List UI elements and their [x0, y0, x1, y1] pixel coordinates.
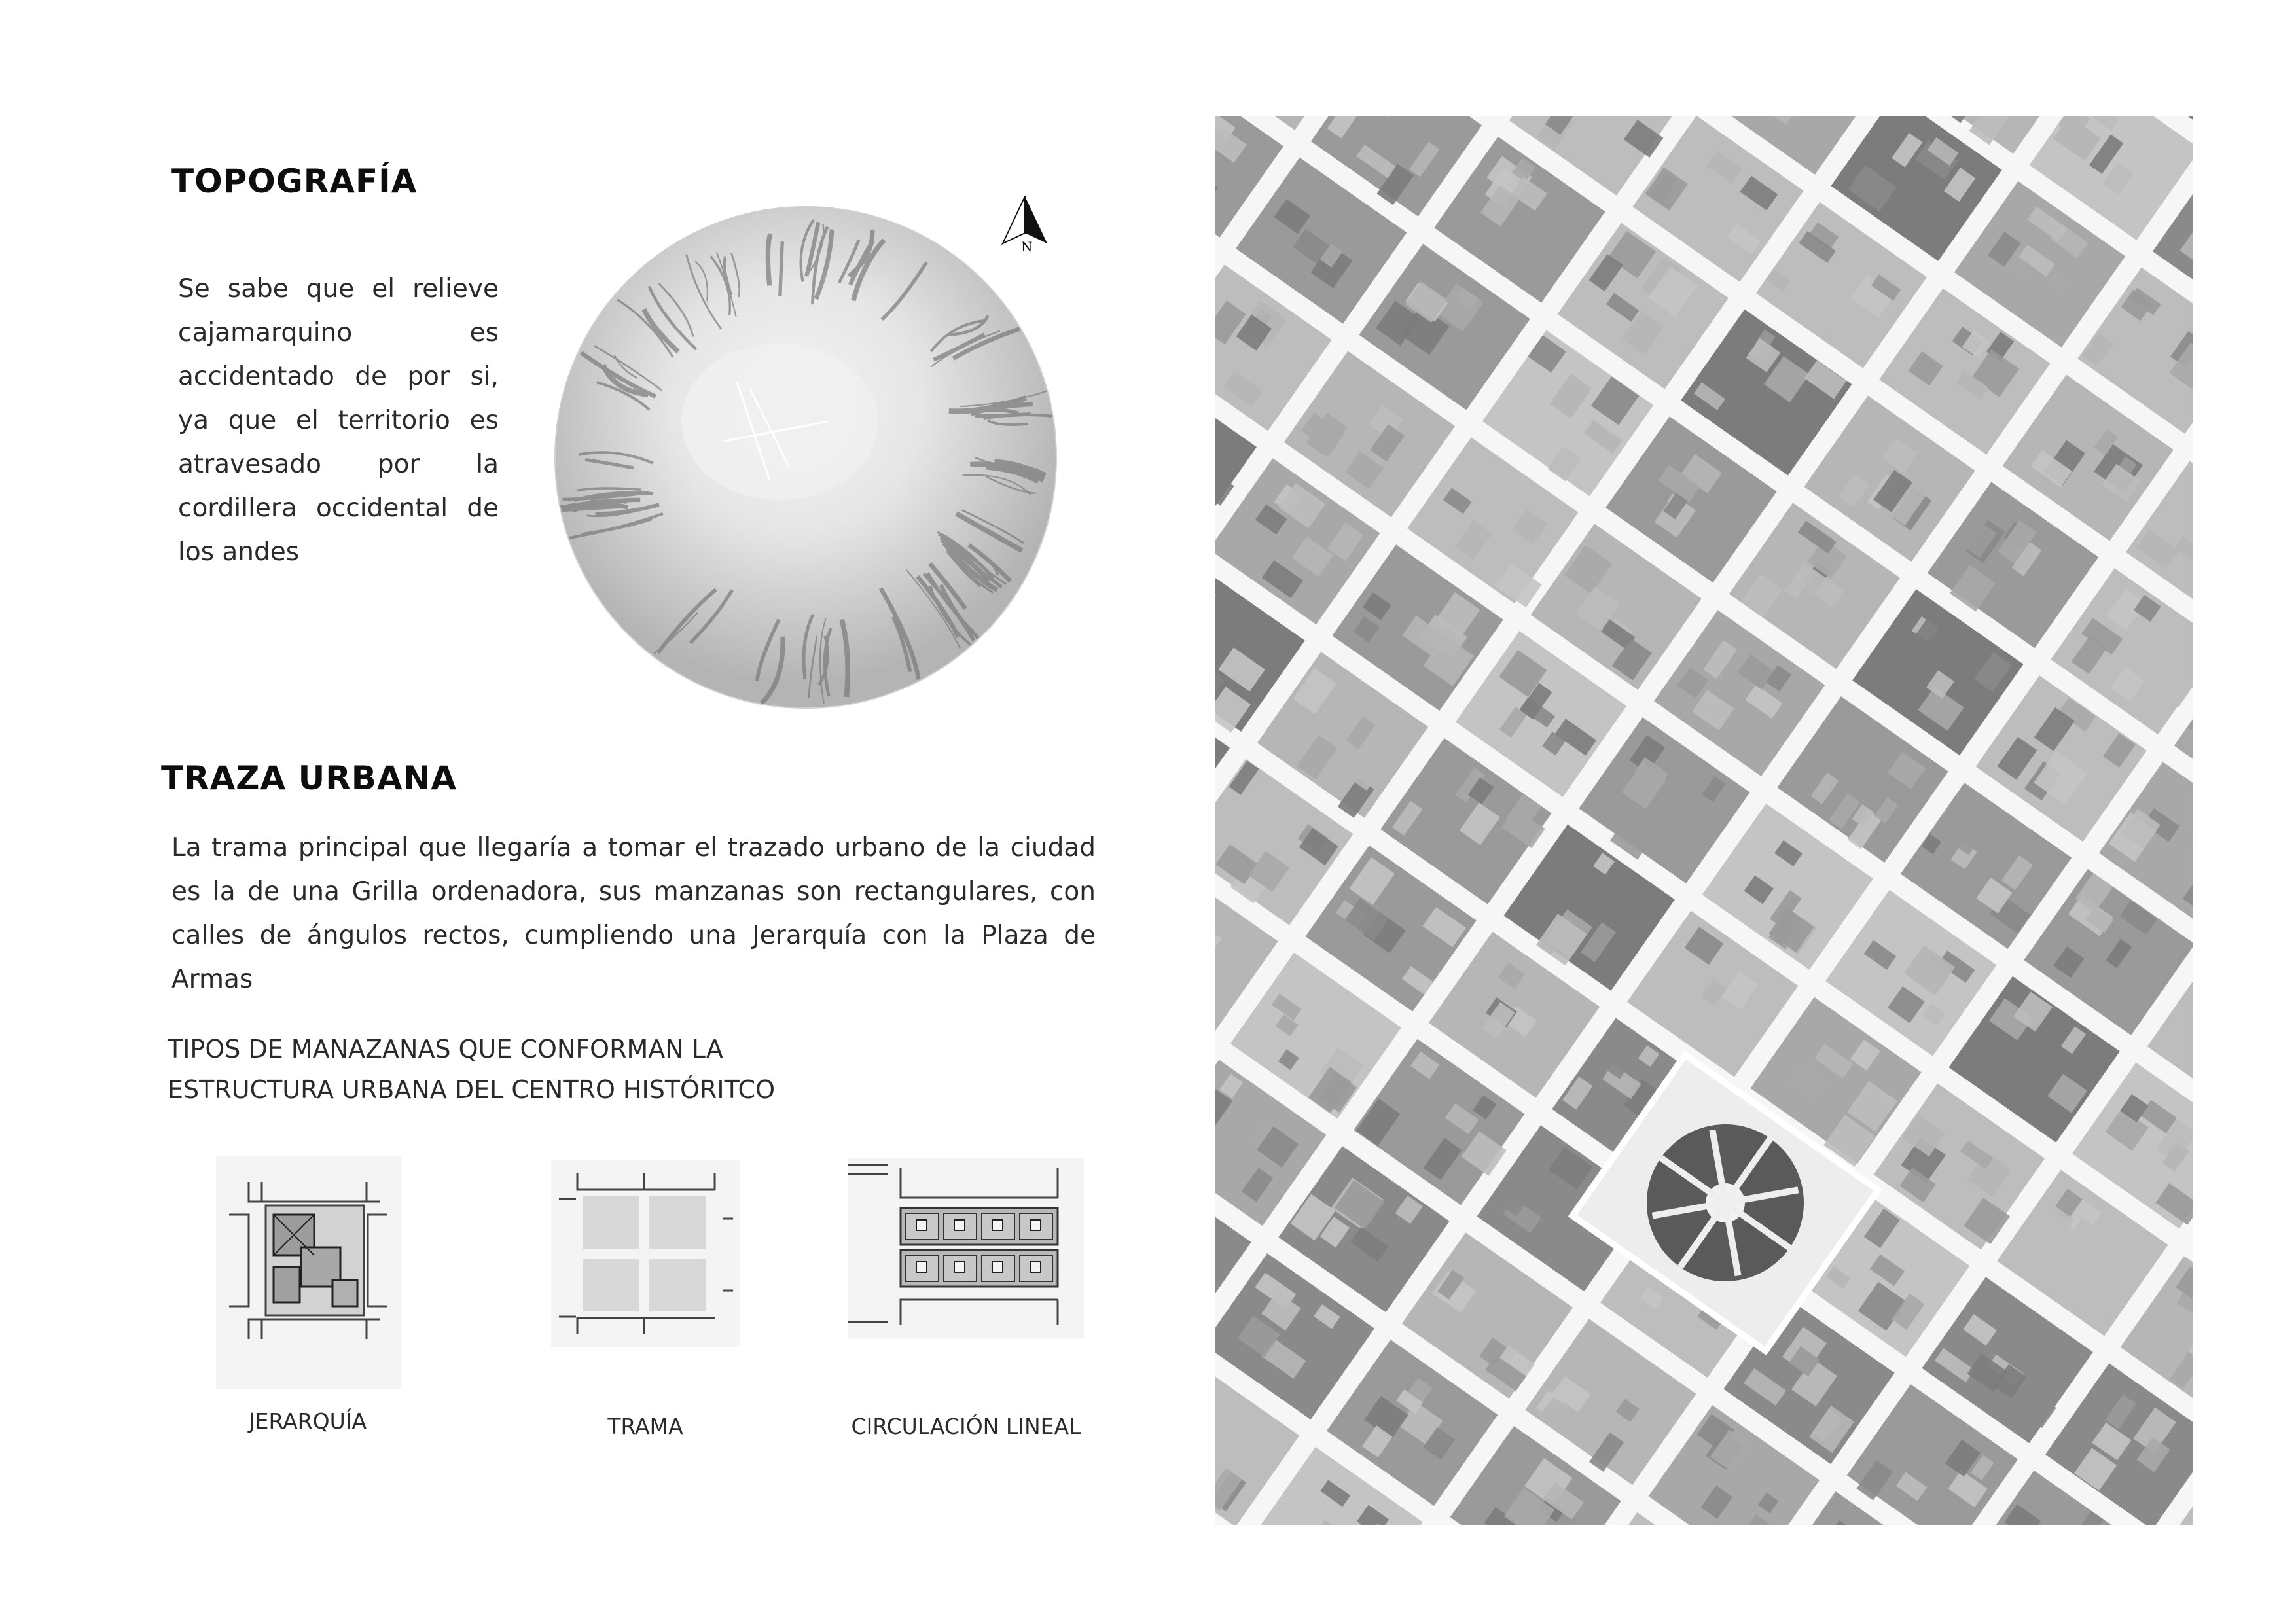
circulacion-lineal-label: CIRCULACIÓN LINEAL [851, 1414, 1081, 1439]
north-arrow-icon [995, 194, 1050, 254]
traza-urbana-title: TRAZA URBANA [161, 759, 457, 797]
jerarquia-diagram [216, 1156, 401, 1389]
north-label: N [1021, 239, 1033, 254]
jerarquia-label: JERARQUÍA [248, 1408, 367, 1434]
trama-label: TRAMA [607, 1414, 683, 1439]
aerial-city-photo [1215, 116, 2193, 1525]
topografia-title: TOPOGRAFÍA [171, 162, 418, 200]
tipos-title-line1: TIPOS DE MANAZANAS QUE CONFORMAN LA [168, 1035, 723, 1063]
traza-urbana-paragraph: La trama principal que llegaría a tomar el trazado urbano de la ciudad es la de una Grilla ordenadora, sus manzanas son rectangulares, con calles de ángulos rectos, cumpliendo una Jerarquía con la Plaza de Armas [171, 833, 1096, 994]
tipos-manzanas-title [168, 1029, 953, 1110]
topografia-paragraph: Se sabe que el relieve cajamarquino es accidentado de por si, ya que el territorio es atravesado por la cordillera occidental de los andes [178, 274, 499, 567]
circulacion-lineal-diagram [848, 1158, 1084, 1339]
tipos-title-line2: ESTRUCTURA URBANA DEL CENTRO HISTÓRITCO [168, 1075, 775, 1104]
topographic-relief-map [554, 205, 1058, 709]
trama-diagram [551, 1160, 740, 1347]
